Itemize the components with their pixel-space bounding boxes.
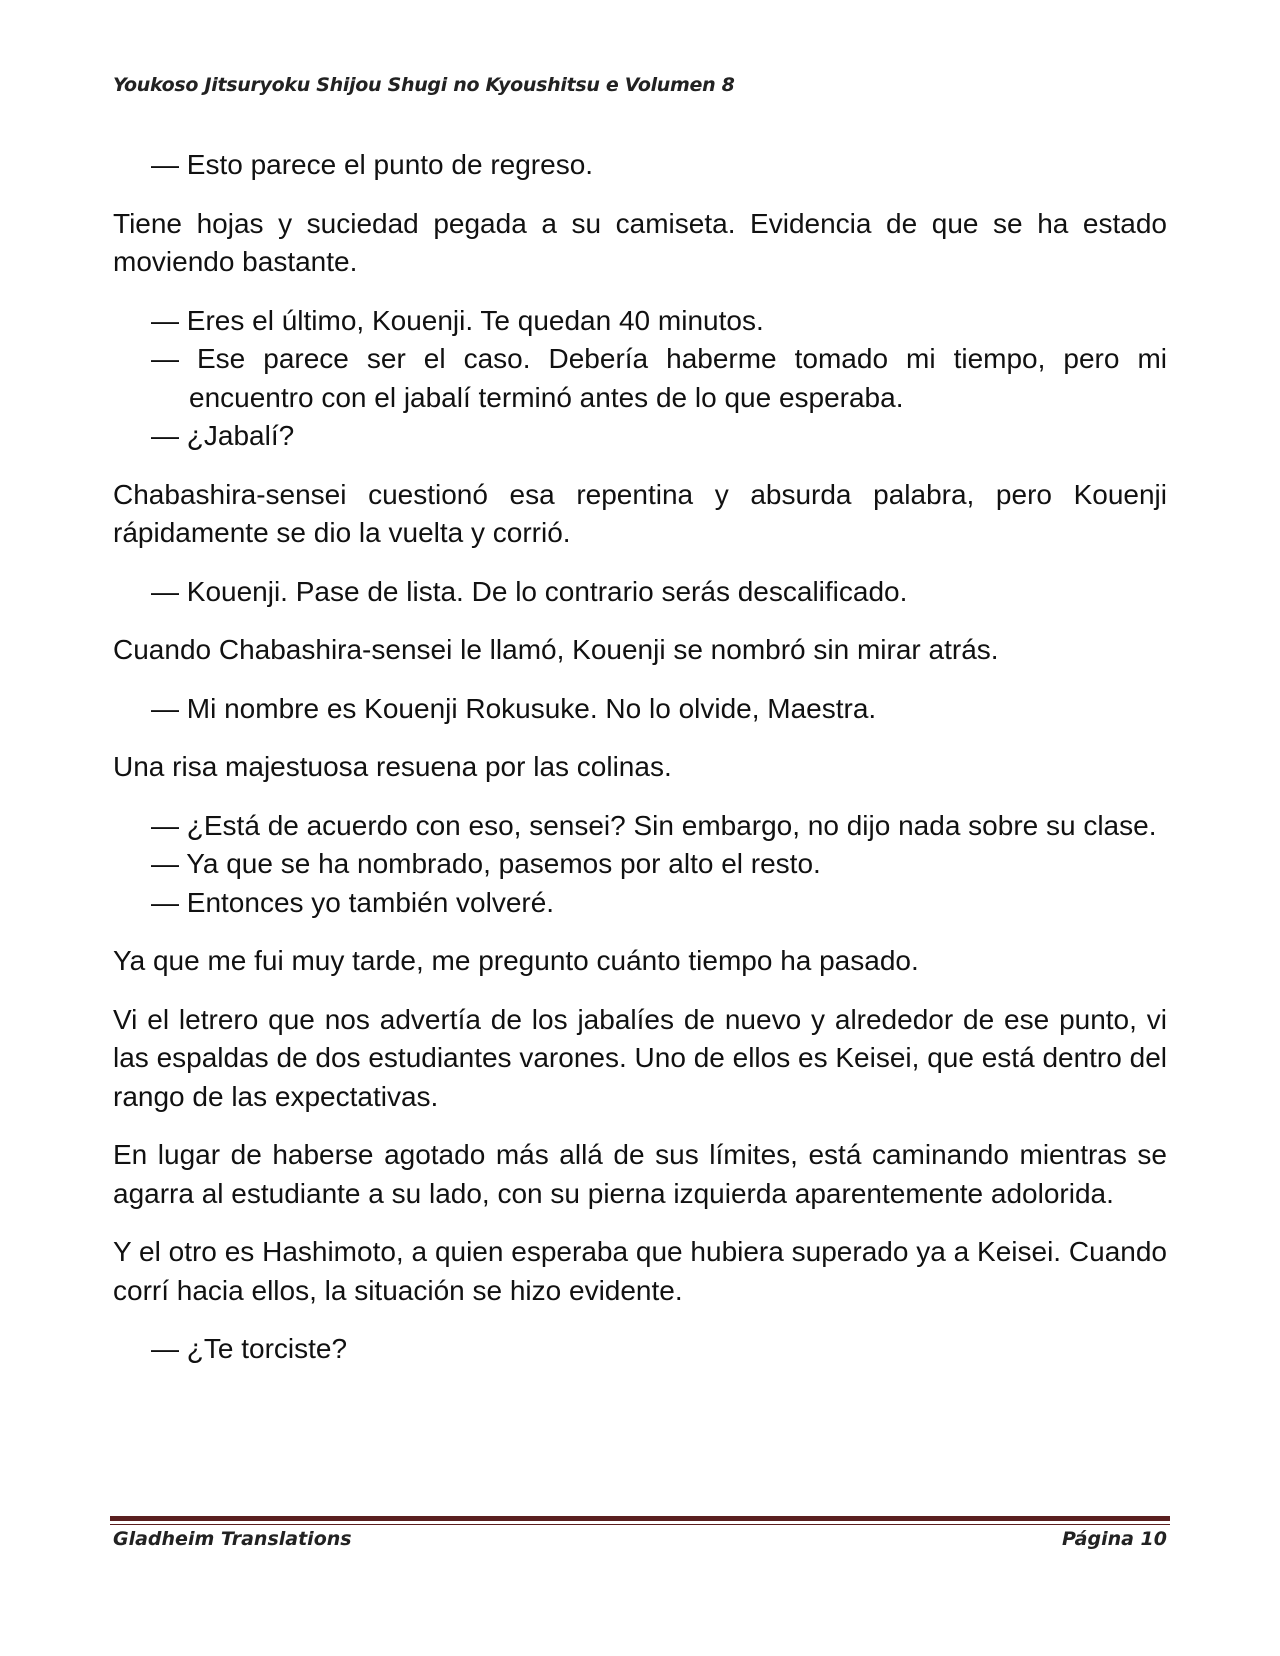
dialogue-line: — Esto parece el punto de regreso. — [151, 149, 594, 180]
narration-paragraph: Cuando Chabashira-sensei le llamó, Kouenji se nombró sin mirar atrás. — [113, 634, 999, 665]
dialogue-line: — Entonces yo también volveré. — [151, 886, 555, 918]
footer-divider-thick — [110, 1516, 1170, 1521]
dialogue-line: — Eres el último, Kouenji. Te quedan 40 minutos. — [151, 304, 764, 336]
narration-paragraph: Una risa majestuosa resuena por las colinas. — [113, 751, 672, 782]
narration-paragraph: Y el otro es Hashimoto, a quien esperaba que hubiera superado ya a Keisei. Cuando corrí hacia ellos, la situación se hizo evidente. — [113, 1236, 1167, 1306]
narration-paragraph: Chabashira-sensei cuestionó esa repentina y absurda palabra, pero Kouenji rápidamente se dio la vuelta y corrió. — [113, 478, 1167, 548]
footer-page-number: Página 10 — [1061, 1528, 1167, 1550]
narration-paragraph: En lugar de haberse agotado más allá de sus límites, está caminando mientras se agarra al estudiante a su lado, con su pierna izquierda aparentemente adolorida. — [113, 1139, 1167, 1209]
dialogue-line: — ¿Te torciste? — [151, 1333, 348, 1364]
footer-divider-thin — [110, 1524, 1170, 1525]
dialogue-line: — ¿Jabalí? — [151, 420, 295, 451]
dialogue-line: — Mi nombre es Kouenji Rokusuke. No lo olvide, Maestra. — [151, 692, 877, 724]
narration-paragraph: Vi el letrero que nos advertía de los jabalíes de nuevo y alrededor de ese punto, vi las espaldas de dos estudiantes varones. Uno de ellos es Keisei, que está dentro del rango de las expectativas. — [113, 1003, 1167, 1112]
narration-paragraph: Ya que me fui muy tarde, me pregunto cuánto tiempo ha pasado. — [113, 945, 919, 976]
page-body — [113, 146, 1167, 1389]
dialogue-line: — Ese parece ser el caso. Debería haberme tomado mi tiempo, pero mi encuentro con el jabalí terminó antes de lo que esperaba. — [151, 343, 1167, 413]
footer-translator-credit: Gladheim Translations — [113, 1528, 352, 1550]
narration-paragraph: Tiene hojas y suciedad pegada a su camiseta. Evidencia de que se ha estado moviendo bastante. — [113, 207, 1167, 277]
dialogue-line: — Kouenji. Pase de lista. De lo contrario serás descalificado. — [151, 575, 908, 607]
dialogue-line: — ¿Está de acuerdo con eso, sensei? Sin embargo, no dijo nada sobre su clase. — [151, 809, 1157, 841]
page-header-title: Youkoso Jitsuryoku Shijou Shugi no Kyoushitsu e Volumen 8 — [113, 74, 735, 96]
dialogue-line: — Ya que se ha nombrado, pasemos por alto el resto. — [151, 848, 821, 879]
